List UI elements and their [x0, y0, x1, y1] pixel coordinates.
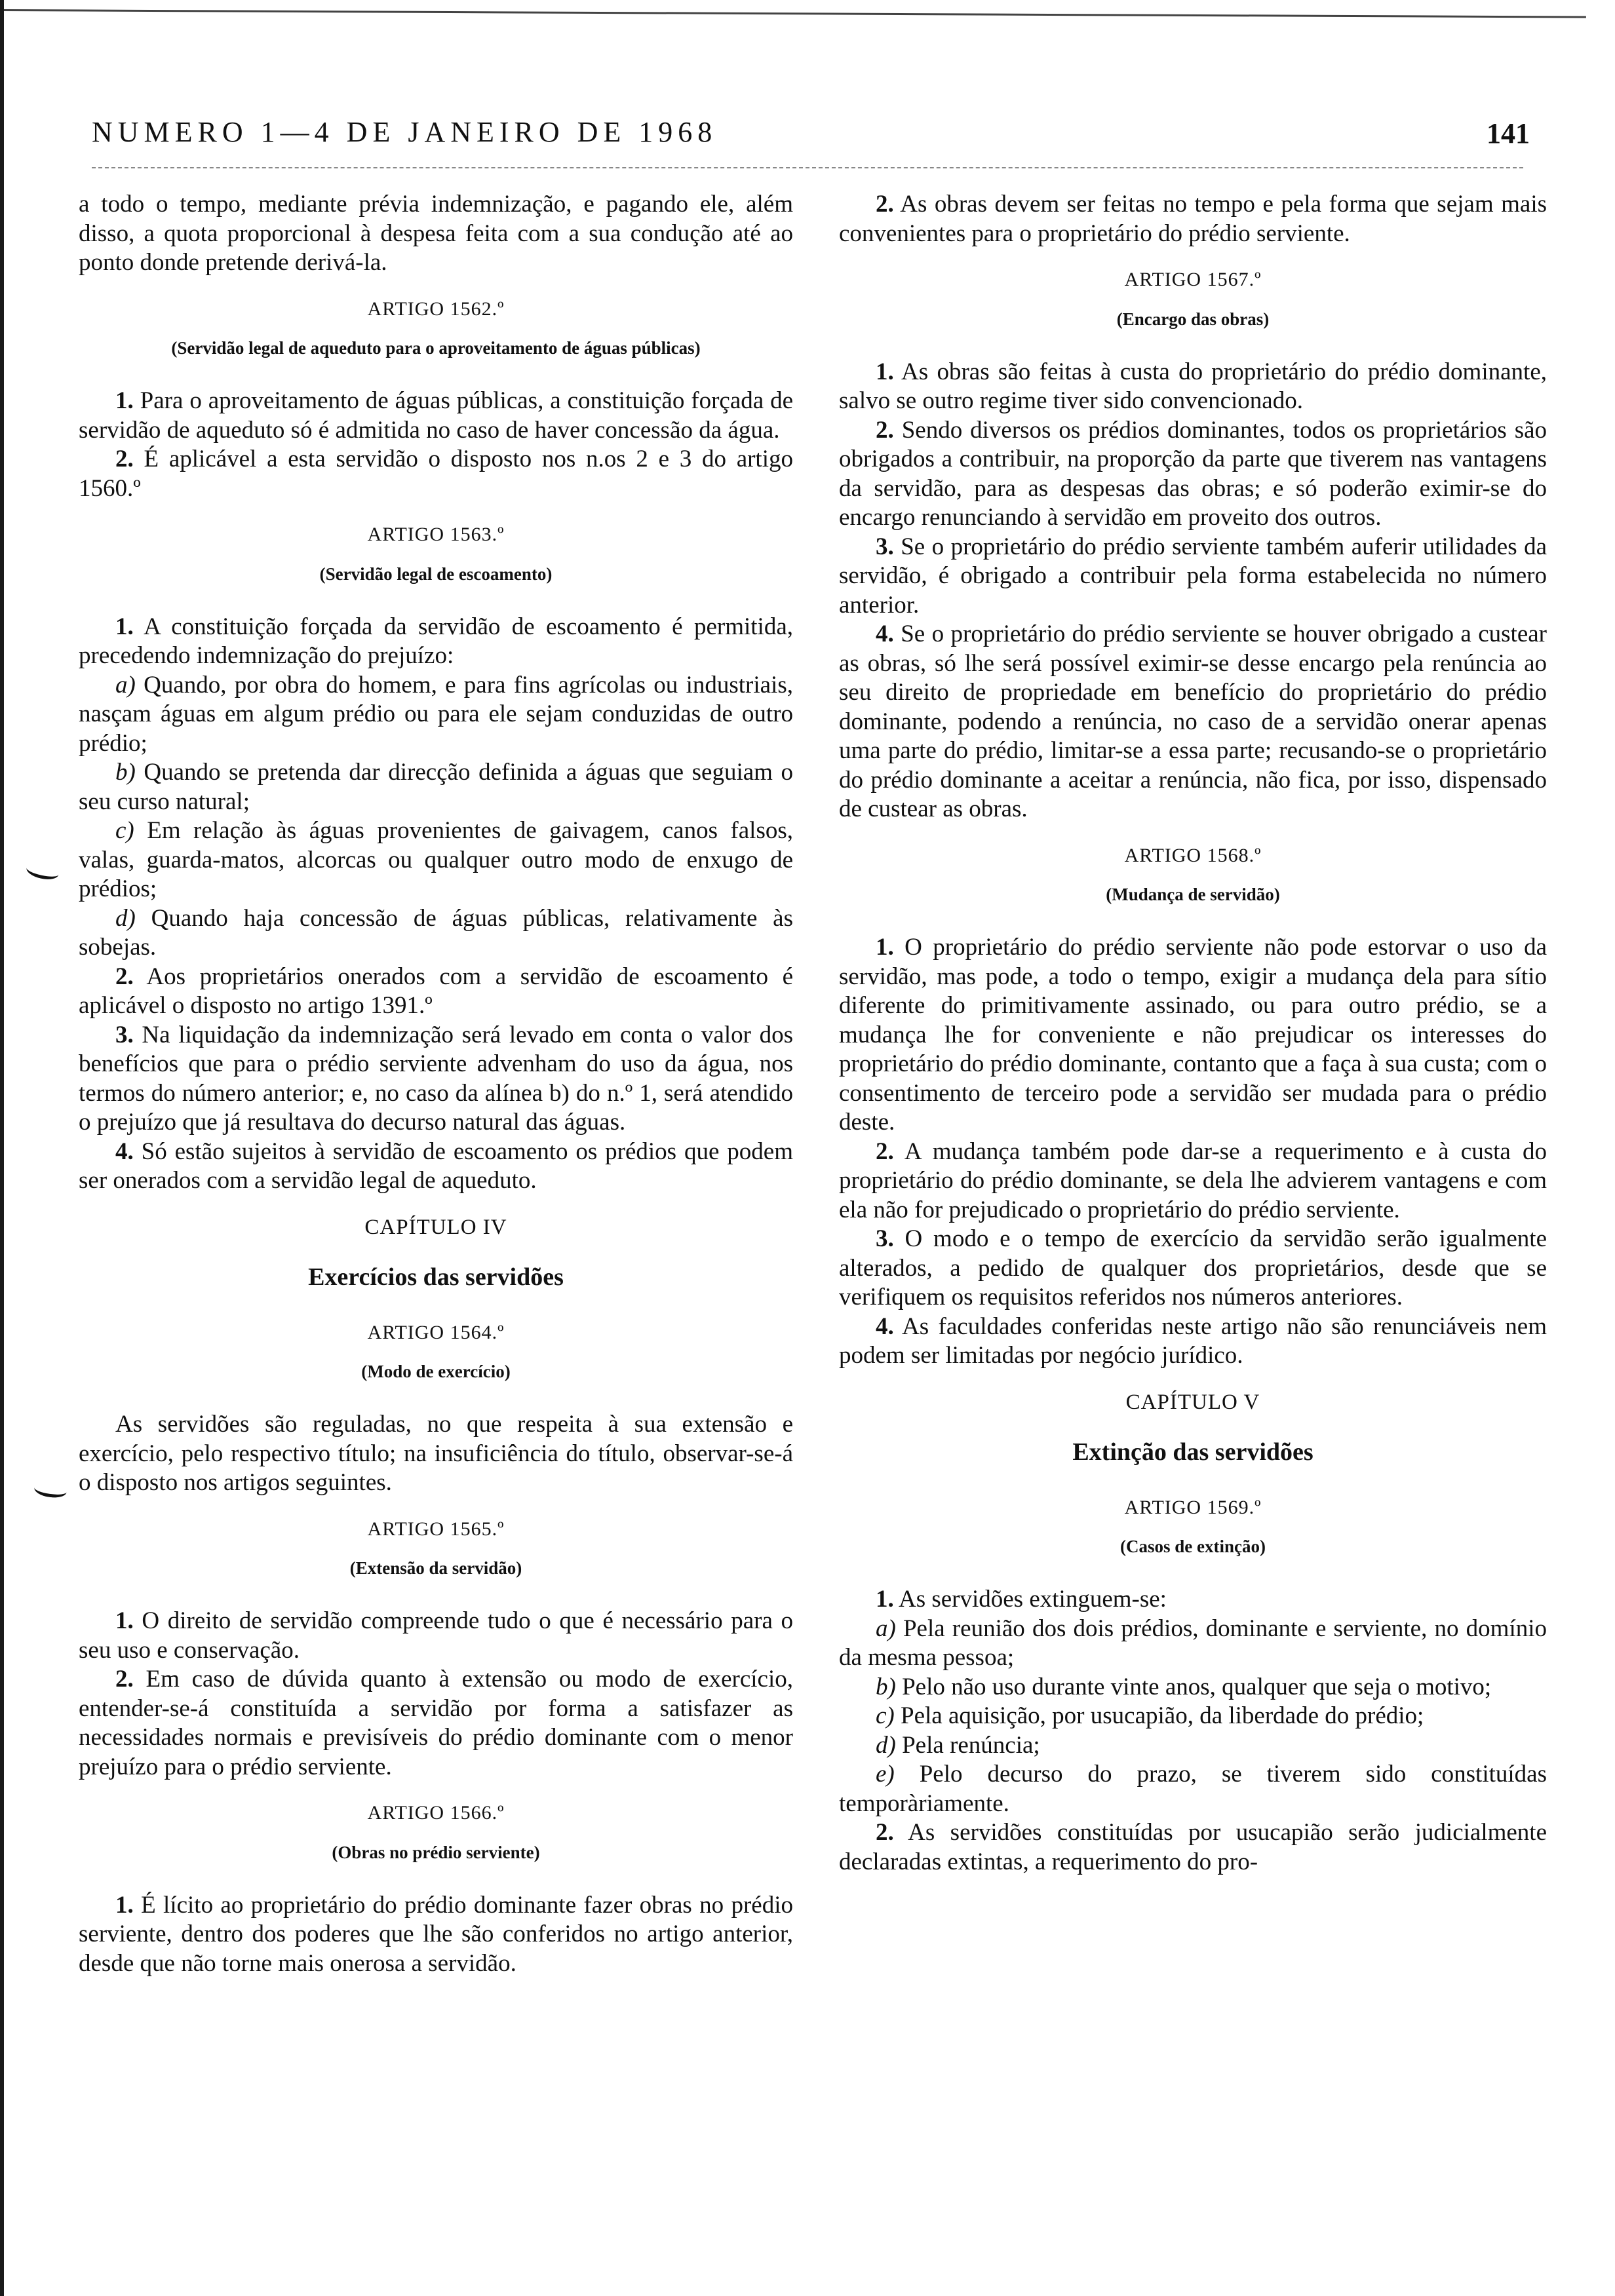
margin-mark-icon [25, 860, 60, 882]
article-paragraph [839, 358, 1547, 416]
paragraph-text: Aos proprietários onerados com a servidão de escoamento é aplicável o disposto no artigo 1391.º [79, 963, 793, 1019]
paragraph-number: 2. [876, 416, 894, 444]
paragraph-number: 1. [876, 358, 894, 385]
paragraph-number: 2. [876, 1819, 894, 1846]
article-1569 [839, 1493, 1547, 1877]
left-column [79, 190, 793, 1978]
alinea-label: a) [876, 1615, 896, 1642]
continued-paragraph: a todo o tempo, mediante prévia indemnização, e pagando ele, além disso, a quota proporcional à despesa feita com a sua condução até ao ponto donde pretende derivá-la. [79, 191, 793, 276]
paragraph-text: As faculdades conferidas neste artigo não são renunciáveis nem podem ser limitadas por negócio jurídico. [839, 1312, 1547, 1369]
article-subtitle: (Casos de extinção) [1120, 1537, 1266, 1556]
alinea-item [839, 1615, 1547, 1673]
article-subtitle: (Encargo das obras) [1116, 309, 1270, 329]
article-subtitle: (Obras no prédio serviente) [332, 1842, 540, 1862]
article-paragraph [839, 1585, 1547, 1615]
gazette-issue-title: NUMERO 1—4 DE JANEIRO DE 1968 [92, 116, 718, 148]
paragraph-number: 4. [115, 1138, 134, 1165]
chapter-name: Exercícios das servidões [308, 1263, 564, 1291]
paragraph-text: Sendo diversos os prédios dominantes, todos os proprietários são obrigados a contribuir, na proporção da parte que tiverem nas vantagens da servidão, para as despesas das obras; e só poderão eximir-se do encargo renunciando à servidão em proveito dos outros. [839, 416, 1547, 531]
article-paragraph [839, 620, 1547, 824]
article-heading: ARTIGO 1563.º [367, 524, 505, 545]
chapter-heading: CAPÍTULO IV [364, 1215, 507, 1239]
article-subtitle: (Extensão da servidão) [349, 1558, 522, 1578]
paragraph-text: As obras devem ser feitas no tempo e pela forma que sejam mais convenientes para o proprietário do prédio serviente. [839, 191, 1547, 247]
article-paragraph [79, 1138, 793, 1196]
paragraph-number: 1. [115, 1891, 134, 1919]
page-header [85, 110, 1530, 149]
chapter-heading: CAPÍTULO V [1125, 1390, 1260, 1414]
paragraph-text: Em caso de dúvida quanto à extensão ou modo de exercício, entender-se-á constituída a servidão por forma a satisfazer as necessidades normais e previsíveis do prédio dominante com o menor prejuízo para o prédio serviente. [79, 1666, 793, 1780]
paragraph-text: A constituição forçada da servidão de escoamento é permitida, precedendo indemnização do prejuízo: [79, 613, 794, 669]
alinea-text: Quando se pretenda dar direcção definida a águas que seguiam o seu curso natural; [79, 759, 793, 815]
article-paragraph: As servidões são reguladas, no que respeita à sua extensão e exercício, pelo respectivo título; na insuficiência do título, observar-se-á o disposto nos artigos seguintes. [79, 1411, 793, 1496]
alinea-item [839, 1731, 1547, 1761]
scanned-page-left-edge [0, 0, 4, 2296]
right-column [839, 190, 1547, 1877]
alinea-text: Em relação às águas provenientes de gaivagem, canos falsos, valas, guarda-matos, alcorcas ou qualquer outro modo de enxugo de prédios; [79, 817, 793, 902]
paragraph-text: O proprietário do prédio serviente não pode estorvar o uso da servidão, mas pode, a todo o tempo, exigir a mudança dela para sítio diferente do primitivamente assinado, ou para outro prédio, se a mudança lhe for conveniente e não prejudicar os interesses do proprietário do prédio dominante, contanto que a faça à sua custa; com o consentimento de terceiro pode a servidão ser mudada para o prédio deste. [839, 934, 1547, 1136]
article-1566 [79, 1799, 793, 1978]
alinea-label: c) [115, 817, 134, 844]
alinea-label: e) [876, 1761, 895, 1788]
article-1563 [79, 520, 793, 1196]
paragraph-number: 1. [115, 613, 134, 640]
article-subtitle: (Mudança de servidão) [1106, 885, 1280, 904]
alinea-text: Quando haja concessão de águas públicas, relativamente às sobejas. [79, 904, 793, 961]
margin-mark-icon [33, 1480, 68, 1500]
alinea-label: c) [876, 1702, 895, 1729]
article-heading: ARTIGO 1566.º [367, 1802, 505, 1824]
paragraph-text: Só estão sujeitos à servidão de escoamento os prédios que podem ser onerados com a servidão legal de aqueduto. [79, 1138, 793, 1194]
article-paragraph [79, 1021, 793, 1138]
paragraph-number: 1. [876, 1586, 894, 1613]
article-paragraph [839, 533, 1547, 621]
paragraph-text: As obras são feitas à custa do proprietário do prédio dominante, salvo se outro regime tiver sido convencionado. [839, 358, 1547, 414]
alinea-item [79, 816, 793, 904]
paragraph-text: O modo e o tempo de exercício da servidão serão igualmente alterados, a pedido de qualquer dos proprietários, desde que se verifiquem os requisitos referidos nos números anteriores. [839, 1225, 1547, 1311]
article-subtitle: (Servidão legal de aqueduto para o aproveitamento de águas públicas) [171, 338, 701, 358]
alinea-text: Pela reunião dos dois prédios, dominante e serviente, no domínio da mesma pessoa; [839, 1615, 1547, 1671]
paragraph-number: 4. [876, 621, 894, 647]
alinea-item [839, 1702, 1547, 1731]
alinea-text: Pela renúncia; [902, 1731, 1040, 1759]
article-heading: ARTIGO 1562.º [367, 297, 505, 320]
article-paragraph [839, 190, 1547, 248]
alinea-item [839, 1673, 1547, 1702]
paragraph-number: 2. [876, 1138, 894, 1165]
article-paragraph [839, 1138, 1547, 1225]
alinea-item [79, 671, 793, 759]
article-paragraph [839, 1818, 1547, 1877]
article-1568 [839, 841, 1547, 1371]
article-heading: ARTIGO 1568.º [1124, 844, 1262, 866]
article-1567 [839, 265, 1547, 824]
paragraph-number: 2. [115, 963, 134, 990]
article-heading: ARTIGO 1567.º [1124, 269, 1262, 290]
header-divider [92, 167, 1523, 168]
alinea-label: d) [115, 904, 136, 932]
paragraph-number: 3. [115, 1021, 134, 1048]
alinea-label: d) [876, 1731, 896, 1759]
article-paragraph [79, 1891, 793, 1979]
paragraph-number: 1. [115, 1607, 134, 1634]
alinea-text: Quando, por obra do homem, e para fins agrícolas ou industriais, nasçam águas em algum prédio ou para ele sejam conduzidas de outro prédio; [79, 671, 793, 757]
article-subtitle: (Servidão legal de escoamento) [319, 564, 553, 584]
paragraph-text: Para o aproveitamento de águas públicas, a constituição forçada de servidão de aqueduto só é admitida no caso de haver concessão da água. [79, 387, 794, 444]
article-1565 [79, 1515, 793, 1782]
page-number: 141 [1487, 117, 1530, 149]
article-paragraph [79, 1665, 793, 1782]
paragraph-text: É aplicável a esta servidão o disposto nos n.os 2 e 3 do artigo 1560.º [79, 446, 793, 502]
paragraph-text: As servidões extinguem-se: [898, 1586, 1167, 1613]
article-paragraph [79, 963, 793, 1021]
article-paragraph [79, 387, 793, 445]
article-paragraph [839, 1312, 1547, 1371]
paragraph-number: 1. [876, 934, 894, 961]
alinea-item [79, 904, 793, 963]
alinea-label: b) [876, 1673, 896, 1700]
paragraph-text: Na liquidação da indemnização será levado em conta o valor dos benefícios que para o prédio serviente advenham do uso da água, nos termos do número anterior; e, no caso da alínea b) do n.º 1, será atendido o prejuízo que já resultava do decurso natural das águas. [79, 1021, 794, 1136]
paragraph-number: 4. [876, 1312, 894, 1340]
paragraph-text: Se o proprietário do prédio serviente também auferir utilidades da servidão, é obrigado a contribuir pela forma estabelecida no número anterior. [839, 533, 1547, 619]
alinea-label: b) [115, 759, 136, 786]
paragraph-text: A mudança também pode dar-se a requerimento e à custa do proprietário do prédio dominante, se dela lhe advierem vantagens e com ela não for prejudicado o proprietário do prédio serviente. [839, 1138, 1547, 1223]
article-paragraph [839, 933, 1547, 1138]
article-paragraph [79, 613, 793, 671]
paragraph-text: O direito de servidão compreende tudo o que é necessário para o seu uso e conservação. [79, 1607, 793, 1664]
alinea-text: Pelo não uso durante vinte anos, qualquer que seja o motivo; [902, 1673, 1492, 1700]
article-paragraph [79, 1607, 793, 1665]
paragraph-number: 2. [115, 446, 134, 472]
article-1564 [79, 1318, 793, 1498]
chapter-name: Extinção das servidões [1072, 1438, 1313, 1466]
article-heading: ARTIGO 1564.º [367, 1321, 505, 1343]
alinea-text: Pelo decurso do prazo, se tiverem sido constituídas temporàriamente. [839, 1761, 1547, 1817]
paragraph-text: Se o proprietário do prédio serviente se houver obrigado a custear as obras, só lhe será possível eximir-se desse encargo pela renúncia ao seu direito de propriedade em benefício do proprietário do prédio dominante, podendo a renúncia, no caso de a servidão onerar apenas uma parte do prédio, limitar-se a essa parte; recusando-se o proprietário do prédio dominante a aceitar a renúncia, não fica, por isso, dispensado de custear as obras. [839, 621, 1547, 822]
paragraph-number: 3. [876, 533, 894, 560]
paragraph-text: As servidões constituídas por usucapião serão judicialmente declaradas extintas, a requerimento do pro- [839, 1819, 1547, 1875]
scanned-page-top-edge [0, 0, 1586, 18]
paragraph-number: 3. [876, 1225, 894, 1252]
paragraph-text: É lícito ao proprietário do prédio dominante fazer obras no prédio serviente, dentro dos poderes que lhe são conferidos no artigo anterior, desde que não torne mais onerosa a servidão. [79, 1891, 793, 1977]
alinea-item [79, 758, 793, 816]
alinea-text: Pela aquisição, por usucapião, da liberdade do prédio; [901, 1702, 1424, 1729]
article-1562 [79, 295, 793, 504]
alinea-item [839, 1760, 1547, 1818]
paragraph-number: 1. [115, 387, 134, 414]
paragraph-number: 2. [115, 1666, 134, 1693]
article-paragraph [839, 1225, 1547, 1312]
article-heading: ARTIGO 1565.º [367, 1518, 505, 1540]
paragraph-number: 2. [876, 191, 894, 218]
article-paragraph [79, 445, 793, 503]
alinea-label: a) [115, 671, 136, 698]
article-subtitle: (Modo de exercício) [361, 1362, 511, 1381]
article-paragraph [839, 416, 1547, 533]
article-heading: ARTIGO 1569.º [1124, 1496, 1262, 1518]
